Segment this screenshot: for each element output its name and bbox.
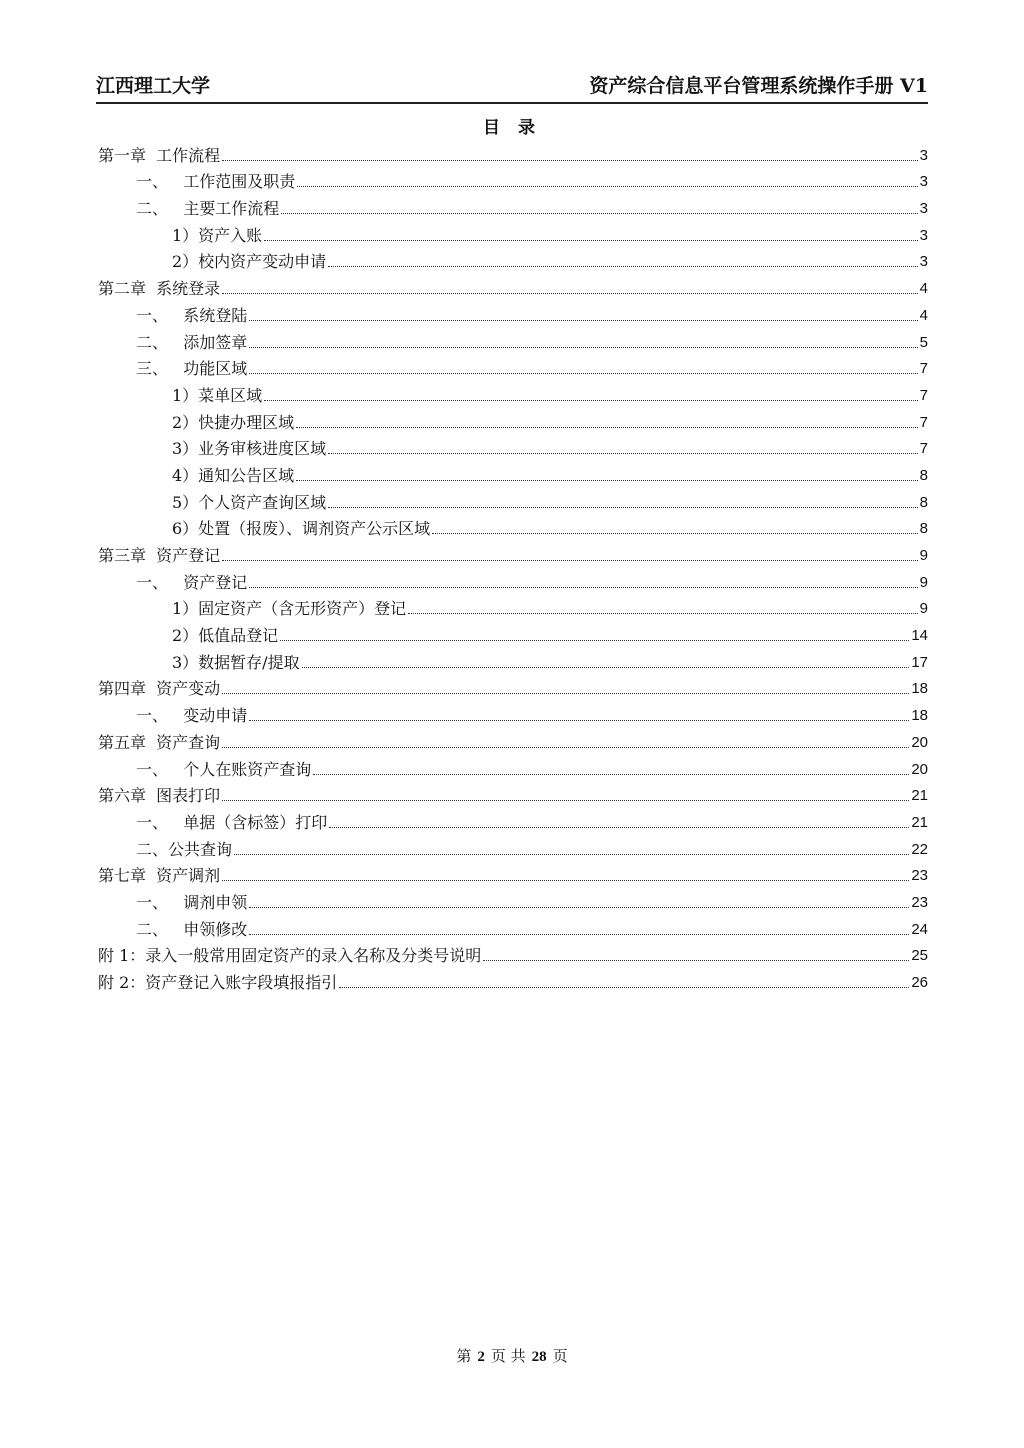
toc-dot-leader [222,560,917,561]
toc-entry[interactable] [98,166,928,193]
toc-entry-page-number: 18 [911,707,928,725]
toc-entry-label: 附 1：录入一般常用固定资产的录入名称及分类号说明 [98,946,482,966]
toc-entry-page-number: 14 [911,627,928,645]
toc-entry-label: 一、 工作范围及职责 [136,172,296,192]
toc-entry-label: 6）处置（报废）、调剂资产公示区域 [172,519,431,539]
toc-dot-leader [313,774,909,775]
toc-entry-page-number: 5 [919,333,928,351]
toc-dot-leader [328,507,917,508]
toc-dot-leader [249,320,917,321]
page-footer [0,1345,1024,1366]
toc-dot-leader [249,907,909,908]
toc-entry-page-number: 7 [919,440,928,458]
toc-dot-leader [281,213,917,214]
toc-entry[interactable] [98,673,928,700]
toc-entry-label: 第六章 图表打印 [98,786,221,806]
footer-current-page: 2 [477,1349,485,1365]
toc-entry[interactable] [98,433,928,460]
toc-entry[interactable] [98,966,928,993]
toc-entry-label: 一、 变动申请 [136,706,248,726]
toc-entry[interactable] [98,753,928,780]
toc-dot-leader [264,240,917,241]
toc-entry[interactable] [98,619,928,646]
toc-entry[interactable] [98,326,928,353]
toc-entry-label: 第三章 资产登记 [98,546,221,565]
toc-entry-label: 一、 单据（含标签）打印 [136,812,328,832]
toc-dot-leader [296,480,917,481]
toc-entry-page-number: 4 [919,280,928,298]
toc-entry-page-number: 9 [919,600,928,618]
toc-entry-label: 三、 功能区域 [136,359,248,379]
toc-dot-leader [249,934,909,935]
toc-entry-page-number: 3 [919,146,928,164]
toc-dot-leader [234,854,909,855]
toc-entry[interactable] [98,219,928,246]
footer-total-pages: 28 [531,1349,547,1365]
toc-entry[interactable] [98,780,928,807]
toc-entry-page-number: 8 [919,493,928,511]
toc-entry-page-number: 21 [911,813,928,831]
toc-entry-page-number: 17 [911,653,928,671]
toc-dot-leader [222,800,909,801]
toc-entry[interactable] [98,139,928,166]
toc-entry-page-number: 20 [911,733,928,751]
toc-entry-label: 4）通知公告区域 [172,465,295,485]
toc-dot-leader [249,587,917,588]
toc-dot-leader [222,160,917,161]
toc-entry[interactable] [98,272,928,299]
toc-entry[interactable] [98,726,928,753]
toc-entry[interactable] [98,646,928,673]
toc-entry[interactable] [98,353,928,380]
header-document-title: 资产综合信息平台管理系统操作手册 V1 [589,75,928,97]
toc-entry-page-number: 22 [911,840,928,858]
toc-entry-page-number: 7 [919,360,928,378]
toc-dot-leader [339,987,909,988]
toc-entry-label: 5）个人资产查询区域 [172,492,327,512]
toc-entry-label: 第二章 系统登录 [98,279,221,299]
toc-entry[interactable] [98,886,928,913]
footer-middle: 页 共 [490,1347,526,1365]
toc-dot-leader [302,667,910,668]
page-header [96,72,928,104]
toc-entry-label: 1）资产入账 [172,225,263,245]
toc-dot-leader [328,266,917,267]
toc-entry-page-number: 23 [911,893,928,911]
toc-entry-label: 二、 添加签章 [136,332,248,352]
toc-dot-leader [249,720,909,721]
toc-entry[interactable] [98,699,928,726]
toc-entry-label: 第一章 工作流程 [98,145,221,165]
toc-dot-leader [280,640,909,641]
toc-entry[interactable] [98,406,928,433]
footer-prefix: 第 [456,1347,472,1365]
toc-entry-label: 第四章 资产变动 [98,679,221,699]
toc-entry-page-number: 21 [911,787,928,805]
toc-entry-page-number: 23 [911,867,928,885]
toc-dot-leader [297,186,917,187]
toc-dot-leader [432,533,917,534]
toc-dot-leader [249,373,917,374]
toc-entry-page-number: 25 [911,947,928,965]
header-organization: 江西理工大学 [96,75,211,97]
toc-entry-label: 二、公共查询 [136,839,233,859]
toc-entry-page-number: 20 [911,760,928,778]
toc-entry-page-number: 8 [919,520,928,538]
toc-entry-label: 第五章 资产查询 [98,732,221,752]
toc-entry[interactable] [98,566,928,593]
toc-dot-leader [408,613,917,614]
toc-dot-leader [296,427,917,428]
toc-dot-leader [222,293,917,294]
footer-suffix: 页 [552,1347,568,1365]
toc-entry-label: 2）快捷办理区域 [172,412,295,432]
toc-entry-page-number: 8 [919,466,928,484]
toc-entry-label: 二、 申领修改 [136,919,248,939]
toc-entry[interactable] [98,192,928,219]
toc-dot-leader [222,693,909,694]
table-of-contents [98,139,928,993]
toc-entry[interactable] [98,913,928,940]
toc-dot-leader [222,747,909,748]
toc-entry-page-number: 26 [911,974,928,991]
toc-entry-page-number: 3 [919,200,928,218]
toc-entry-page-number: 3 [919,253,928,271]
toc-entry[interactable] [98,833,928,860]
toc-entry[interactable] [98,486,928,513]
toc-entry-label: 一、 系统登陆 [136,305,248,325]
toc-entry-page-number: 9 [919,547,928,564]
toc-dot-leader [329,827,909,828]
toc-entry-page-number: 9 [919,573,928,591]
toc-entry-label: 一、 调剂申领 [136,892,248,912]
toc-entry-page-number: 24 [911,920,928,938]
toc-entry[interactable] [98,593,928,620]
toc-entry-label: 1）固定资产（含无形资产）登记 [172,599,407,619]
toc-entry-page-number: 3 [919,226,928,244]
toc-entry-label: 3）业务审核进度区域 [172,439,327,459]
toc-entry-label: 一、 资产登记 [136,572,248,592]
toc-entry[interactable] [98,940,928,967]
toc-entry-page-number: 7 [919,386,928,404]
toc-dot-leader [249,347,917,348]
toc-entry[interactable] [98,379,928,406]
toc-entry-page-number: 3 [919,173,928,191]
toc-entry-label: 第七章 资产调剂 [98,866,221,886]
toc-entry-label: 2）校内资产变动申请 [172,252,327,272]
toc-heading: 目 录 [483,118,541,138]
toc-entry[interactable] [98,806,928,833]
toc-dot-leader [222,880,909,881]
toc-entry-label: 二、 主要工作流程 [136,199,280,219]
toc-entry-label: 3）数据暂存/提取 [172,652,300,672]
toc-entry[interactable] [98,513,928,540]
toc-entry[interactable] [98,860,928,887]
toc-entry-label: 附 2：资产登记入账字段填报指引 [98,973,338,992]
toc-entry-label: 1）菜单区域 [172,385,263,405]
toc-entry[interactable] [98,299,928,326]
toc-entry[interactable] [98,459,928,486]
toc-dot-leader [483,960,909,961]
toc-entry-page-number: 7 [919,413,928,431]
toc-entry-page-number: 4 [919,306,928,324]
toc-entry[interactable] [98,539,928,566]
toc-dot-leader [264,400,917,401]
toc-entry-page-number: 18 [911,680,928,698]
toc-dot-leader [328,453,917,454]
toc-entry-label: 2）低值品登记 [172,626,279,646]
toc-entry-label: 一、 个人在账资产查询 [136,759,312,779]
toc-entry[interactable] [98,246,928,273]
